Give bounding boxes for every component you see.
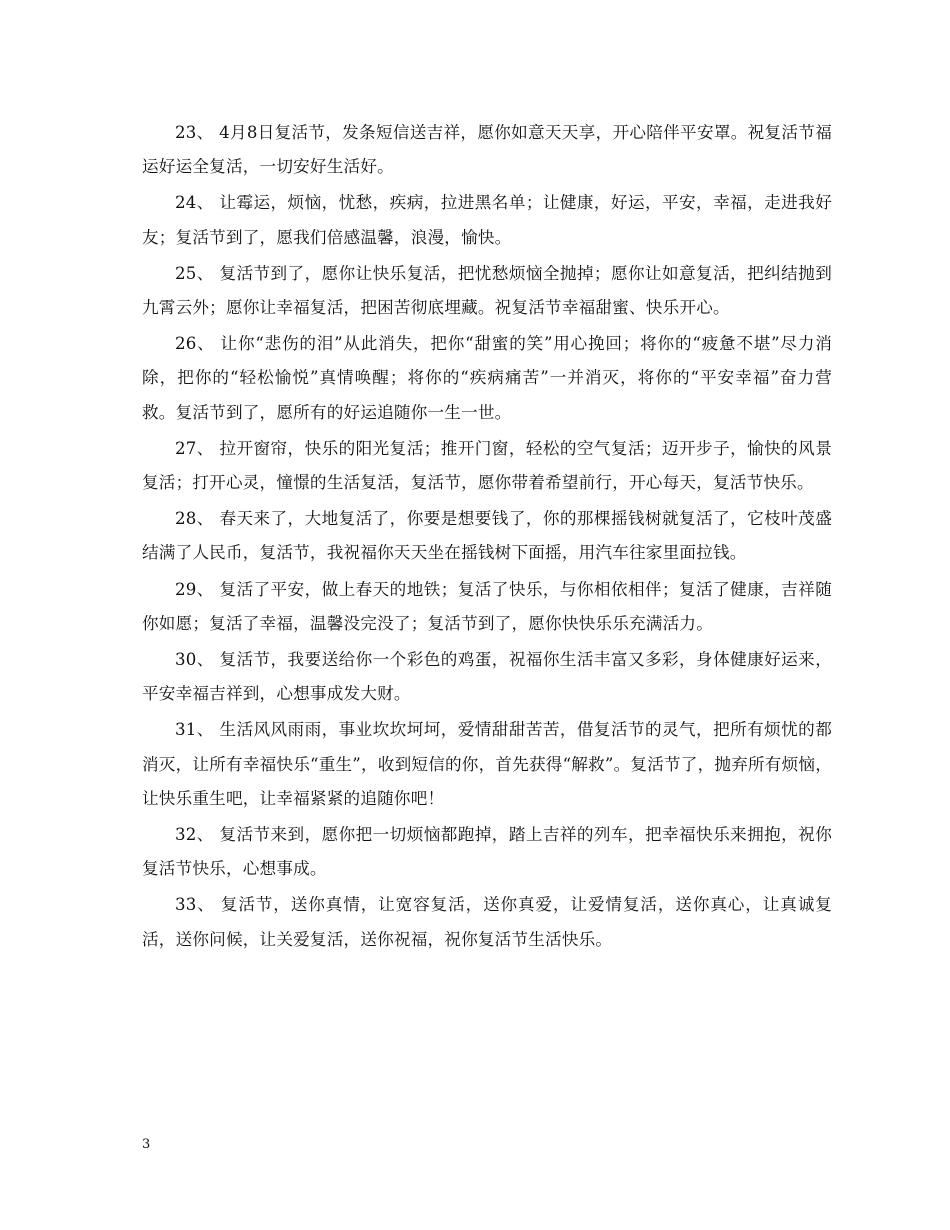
paragraph-24: 24、 让霉运，烦恼，忧愁，疾病，拉进黑名单；让健康，好运，平安，幸福，走进我好友；复活节到了，愿我们倍感温馨，浪漫，愉快。	[142, 193, 832, 247]
paragraph-32: 32、 复活节来到，愿你把一切烦恼都跑掉，踏上吉祥的列车，把幸福快乐来拥抱，祝你复活节快乐，心想事成。	[142, 825, 832, 879]
paragraph-25: 25、 复活节到了，愿你让快乐复活，把忧愁烦恼全抛掉；愿你让如意复活，把纠结抛到九霄云外；愿你让幸福复活，把困苦彻底埋藏。祝复活节幸福甜蜜、快乐开心。	[142, 263, 832, 318]
paragraph-33: 33、 复活节，送你真情，让宽容复活，送你真爱，让爱情复活，送你真心，让真诚复活，送你问候，让关爱复活，送你祝福，祝你复活节生活快乐。	[142, 895, 832, 949]
paragraph-23: 23、 4月8日复活节，发条短信送吉祥，愿你如意天天享，开心陪伴平安罩。祝复活节福运好运全复活，一切安好生活好。	[142, 123, 832, 177]
paragraph-30: 30、 复活节，我要送给你一个彩色的鸡蛋，祝福你生活丰富又多彩，身体健康好运来，平安幸福吉祥到，心想事成发大财。	[142, 650, 832, 704]
paragraph-26: 26、 让你“悲伤的泪”从此消失，把你“甜蜜的笑”用心挽回；将你的“疲惫不堪”尽力消除，把你的“轻松愉悦”真情唤醒；将你的“疾病痛苦”一并消灭，将你的“平安幸福”奋力营救。复活节到了，愿所有的好运追随你一生一世。	[142, 334, 832, 422]
paragraph-29: 29、 复活了平安，做上春天的地铁；复活了快乐，与你相依相伴；复活了健康，吉祥随你如愿；复活了幸福，温馨没完没了；复活节到了，愿你快快乐乐充满活力。	[142, 579, 832, 633]
paragraph-31: 31、 生活风风雨雨，事业坎坎坷坷，爱情甜甜苦苦，借复活节的灵气，把所有烦忧的都消灭，让所有幸福快乐“重生”，收到短信的你，首先获得“解救”。复活节了，抛弃所有烦恼，让快乐重生吧，让幸福紧紧的追随你吧！	[142, 720, 832, 808]
paragraph-28: 28、 春天来了，大地复活了，你要是想要钱了，你的那棵摇钱树就复活了，它枝叶茂盛结满了人民币，复活节，我祝福你天天坐在摇钱树下面摇，用汽车往家里面拉钱。	[142, 509, 832, 563]
page-number: 3	[142, 1137, 151, 1152]
paragraph-27: 27、 拉开窗帘，快乐的阳光复活；推开门窗，轻松的空气复活；迈开步子，愉快的风景复活；打开心灵，憧憬的生活复活，复活节，愿你带着希望前行，开心每天，复活节快乐。	[142, 438, 832, 493]
document-body	[142, 116, 832, 959]
